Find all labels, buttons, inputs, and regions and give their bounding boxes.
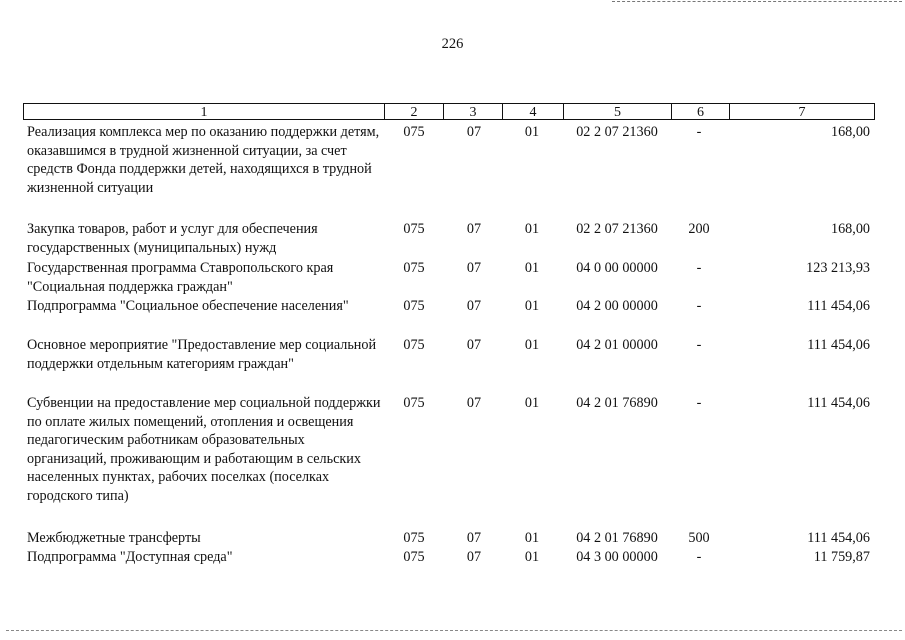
row-col-4: 01 [524, 337, 540, 353]
row-name: Закупка товаров, работ и услуг для обеспечения государственных (муниципальных) нужд [27, 221, 318, 256]
row-col-7: 168,00 [830, 221, 870, 237]
row-col-4: 01 [524, 530, 540, 546]
row-col-7: 111 454,06 [807, 337, 870, 353]
row-name: Подпрограмма "Доступная среда" [27, 549, 233, 565]
row-name: Субвенции на предоставление мер социальной поддержки по оплате жилых помещений, отопления и освещения педагогическим работникам образовательных организаций, проживающим и работающим в сельских населенных пунктах, рабочих поселках (поселках городского типа) [27, 395, 381, 504]
row-col-3: 07 [466, 395, 482, 411]
row-col-2: 075 [403, 549, 425, 565]
row-col-3: 07 [466, 260, 482, 276]
row-name: Реализация комплекса мер по оказанию поддержки детям, оказавшимся в трудной жизненной ситуации, за счет средств Фонда поддержки детей, находящихся в трудной жизненной ситуации [27, 124, 380, 196]
column-header-3: 3 [443, 103, 502, 120]
row-col-7: 111 454,06 [807, 298, 870, 314]
row-col-2: 075 [403, 221, 425, 237]
row-col-3: 07 [466, 530, 482, 546]
row-col-2: 075 [403, 260, 425, 276]
row-col-3: 07 [466, 221, 482, 237]
scan-artifact-line [612, 1, 902, 2]
row-col-2: 075 [403, 124, 425, 140]
row-name: Межбюджетные трансферты [27, 530, 201, 546]
row-col-6: 500 [688, 530, 710, 546]
row-col-7: 111 454,06 [807, 530, 870, 546]
row-col-5: 02 2 07 21360 [576, 124, 658, 140]
row-col-6: 200 [688, 221, 710, 237]
column-header-6: 6 [671, 103, 729, 120]
column-header-2: 2 [384, 103, 443, 120]
row-col-3: 07 [466, 124, 482, 140]
row-col-4: 01 [524, 395, 540, 411]
row-col-5: 04 2 01 76890 [576, 395, 658, 411]
row-col-6: - [696, 337, 702, 353]
row-col-7: 111 454,06 [807, 395, 870, 411]
row-col-3: 07 [466, 337, 482, 353]
column-header-7: 7 [729, 103, 875, 120]
column-header-5: 5 [563, 103, 671, 120]
scan-artifact-line [6, 630, 902, 631]
row-col-4: 01 [524, 124, 540, 140]
row-col-6: - [696, 549, 702, 565]
row-name: Подпрограмма "Социальное обеспечение населения" [27, 298, 349, 314]
row-col-7: 168,00 [830, 124, 870, 140]
row-col-4: 01 [524, 260, 540, 276]
page-number: 226 [441, 36, 464, 52]
row-col-4: 01 [524, 221, 540, 237]
row-col-5: 02 2 07 21360 [576, 221, 658, 237]
row-col-5: 04 2 01 76890 [576, 530, 658, 546]
row-col-6: - [696, 395, 702, 411]
row-col-5: 04 2 01 00000 [576, 337, 658, 353]
column-header-4: 4 [502, 103, 563, 120]
row-col-2: 075 [403, 530, 425, 546]
row-col-7: 11 759,87 [813, 549, 870, 565]
row-col-6: - [696, 124, 702, 140]
column-header-1: 1 [23, 103, 384, 120]
row-col-3: 07 [466, 549, 482, 565]
row-col-2: 075 [403, 337, 425, 353]
row-col-7: 123 213,93 [806, 260, 870, 276]
row-col-4: 01 [524, 549, 540, 565]
row-col-2: 075 [403, 298, 425, 314]
row-col-6: - [696, 298, 702, 314]
row-col-4: 01 [524, 298, 540, 314]
row-name: Основное мероприятие "Предоставление мер социальной поддержки отдельным категориям граждан" [27, 337, 377, 372]
row-col-6: - [696, 260, 702, 276]
row-col-2: 075 [403, 395, 425, 411]
row-name: Государственная программа Ставропольского края "Социальная поддержка граждан" [27, 260, 334, 295]
row-col-5: 04 3 00 00000 [576, 549, 658, 565]
row-col-5: 04 0 00 00000 [576, 260, 658, 276]
row-col-5: 04 2 00 00000 [576, 298, 658, 314]
row-col-3: 07 [466, 298, 482, 314]
